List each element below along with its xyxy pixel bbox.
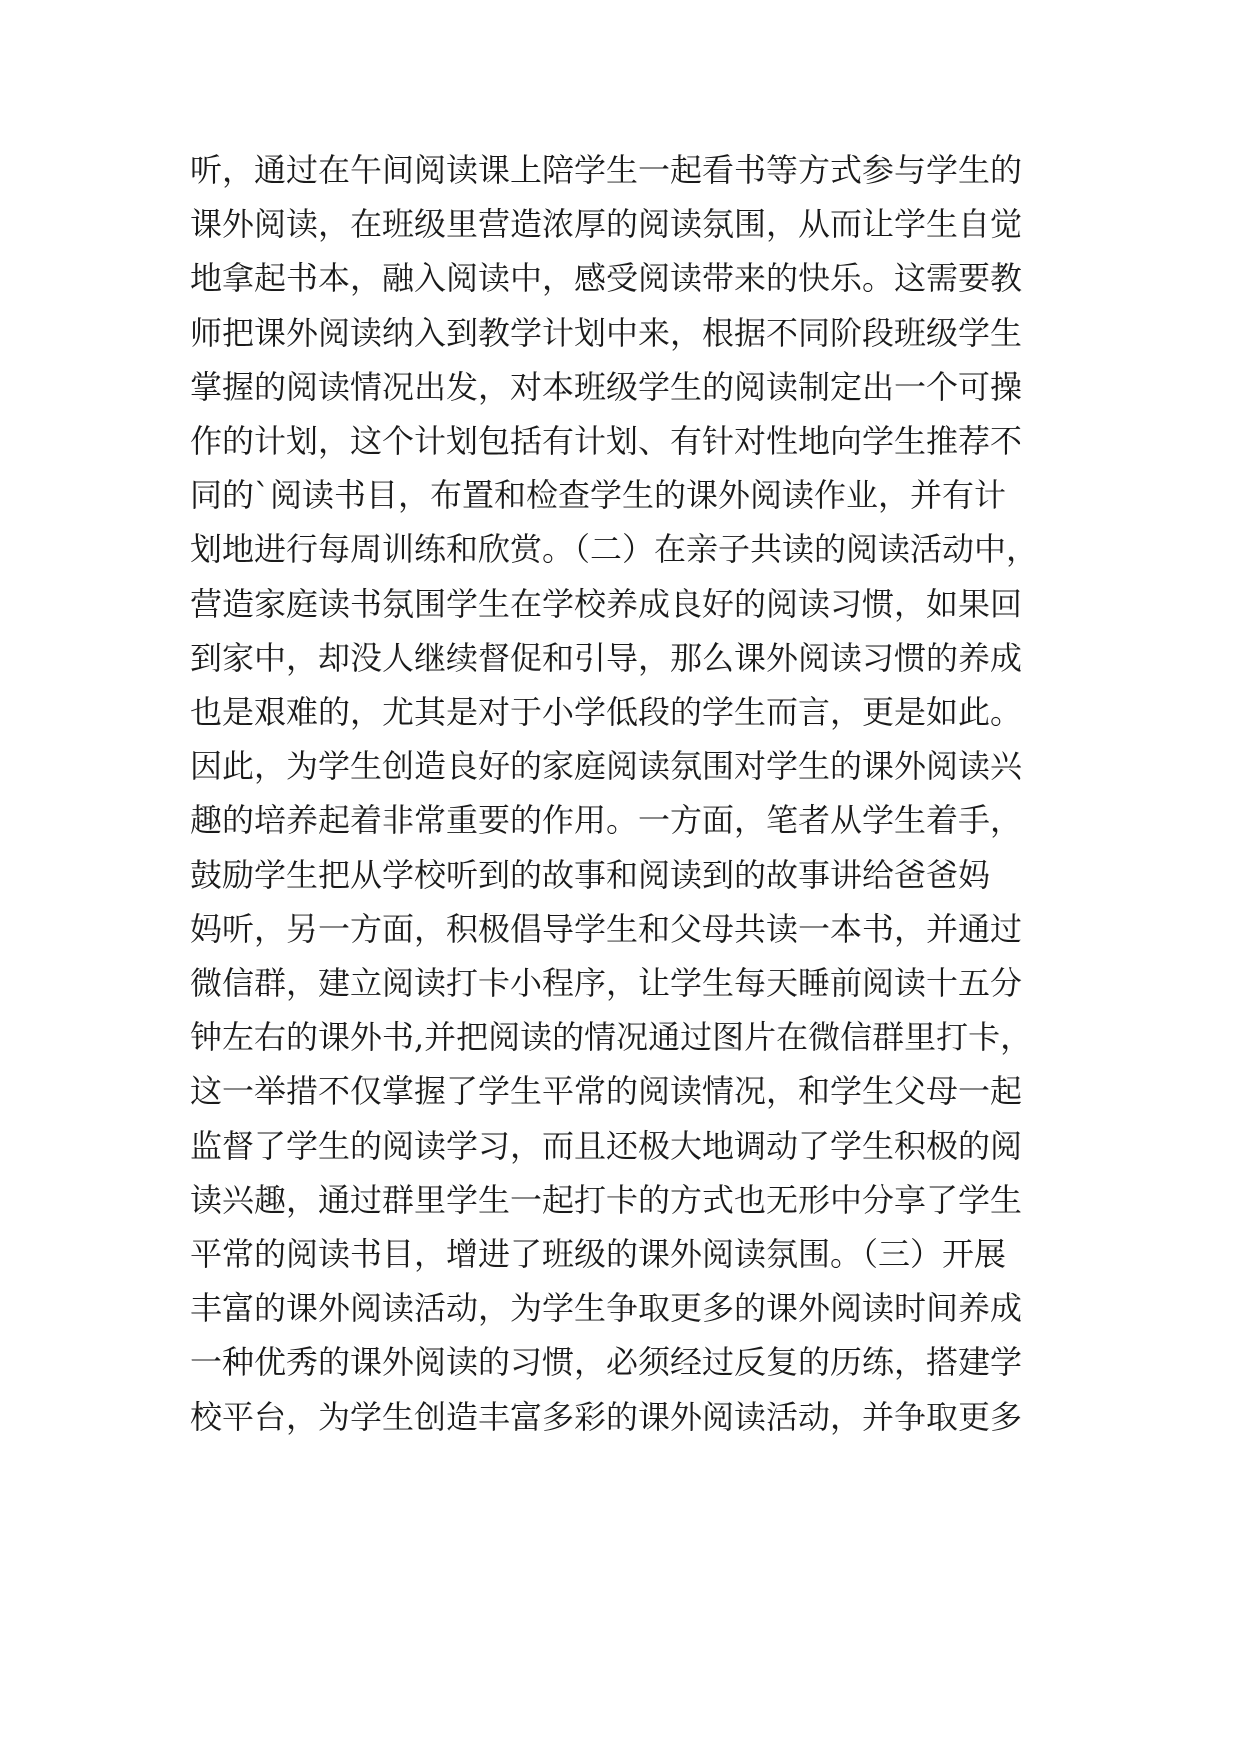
text-line: 读兴趣，通过群里学生一起打卡的方式也无形中分享了学生 bbox=[190, 1180, 1023, 1219]
text-line: 作的计划，这个计划包括有计划、有针对性地向学生推荐不 bbox=[190, 422, 1023, 460]
text-line: 钟左右的课外书,并把阅读的情况通过图片在微信群里打卡， bbox=[190, 1018, 1033, 1057]
text-line: 鼓励学生把从学校听到的故事和阅读到的故事讲给爸爸妈 bbox=[190, 855, 991, 894]
text-line: 听，通过在午间阅读课上陪学生一起看书等方式参与学生的 bbox=[190, 151, 1023, 189]
text-line: 师把课外阅读纳入到教学计划中来，根据不同阶段班级学生 bbox=[190, 313, 1023, 352]
text-line: 丰富的课外阅读活动，为学生争取更多的课外阅读时间养成 bbox=[190, 1289, 1023, 1328]
text-line: 营造家庭读书氛围学生在学校养成良好的阅读习惯，如果回 bbox=[190, 584, 1023, 623]
text-line: 这一举措不仅掌握了学生平常的阅读情况，和学生父母一起 bbox=[190, 1072, 1023, 1111]
text-line: 平常的阅读书目，增进了班级的课外阅读氛围。（三）开展 bbox=[190, 1235, 1007, 1273]
text-line: 妈听，另一方面，积极倡导学生和父母共读一本书，并通过 bbox=[190, 909, 1023, 948]
text-line: 一种优秀的课外阅读的习惯，必须经过反复的历练，搭建学 bbox=[190, 1343, 1023, 1382]
text-line: 地拿起书本，融入阅读中，感受阅读带来的快乐。这需要教 bbox=[190, 259, 1023, 298]
text-line: 趣的培养起着非常重要的作用。一方面，笔者从学生着手， bbox=[190, 801, 1023, 840]
text-line: 因此，为学生创造良好的家庭阅读氛围对学生的课外阅读兴 bbox=[190, 747, 1023, 786]
text-line: 监督了学生的阅读学习，而且还极大地调动了学生积极的阅 bbox=[190, 1126, 1023, 1165]
text-line: 划地进行每周训练和欣赏。（二）在亲子共读的阅读活动中， bbox=[190, 530, 1039, 569]
text-line: 到家中，却没人继续督促和引导，那么课外阅读习惯的养成 bbox=[190, 638, 1023, 677]
text-line: 也是艰难的，尤其是对于小学低段的学生而言，更是如此。 bbox=[190, 693, 1023, 731]
text-line: 课外阅读，在班级里营造浓厚的阅读氛围，从而让学生自觉 bbox=[190, 205, 1023, 244]
text-line: 掌握的阅读情况出发，对本班级学生的阅读制定出一个可操 bbox=[190, 367, 1023, 406]
text-line: 同的`阅读书目，布置和检查学生的课外阅读作业，并有计 bbox=[190, 476, 1007, 515]
text-line: 微信群，建立阅读打卡小程序，让学生每天睡前阅读十五分 bbox=[190, 964, 1023, 1002]
text-line: 校平台，为学生创造丰富多彩的课外阅读活动，并争取更多 bbox=[190, 1397, 1023, 1436]
